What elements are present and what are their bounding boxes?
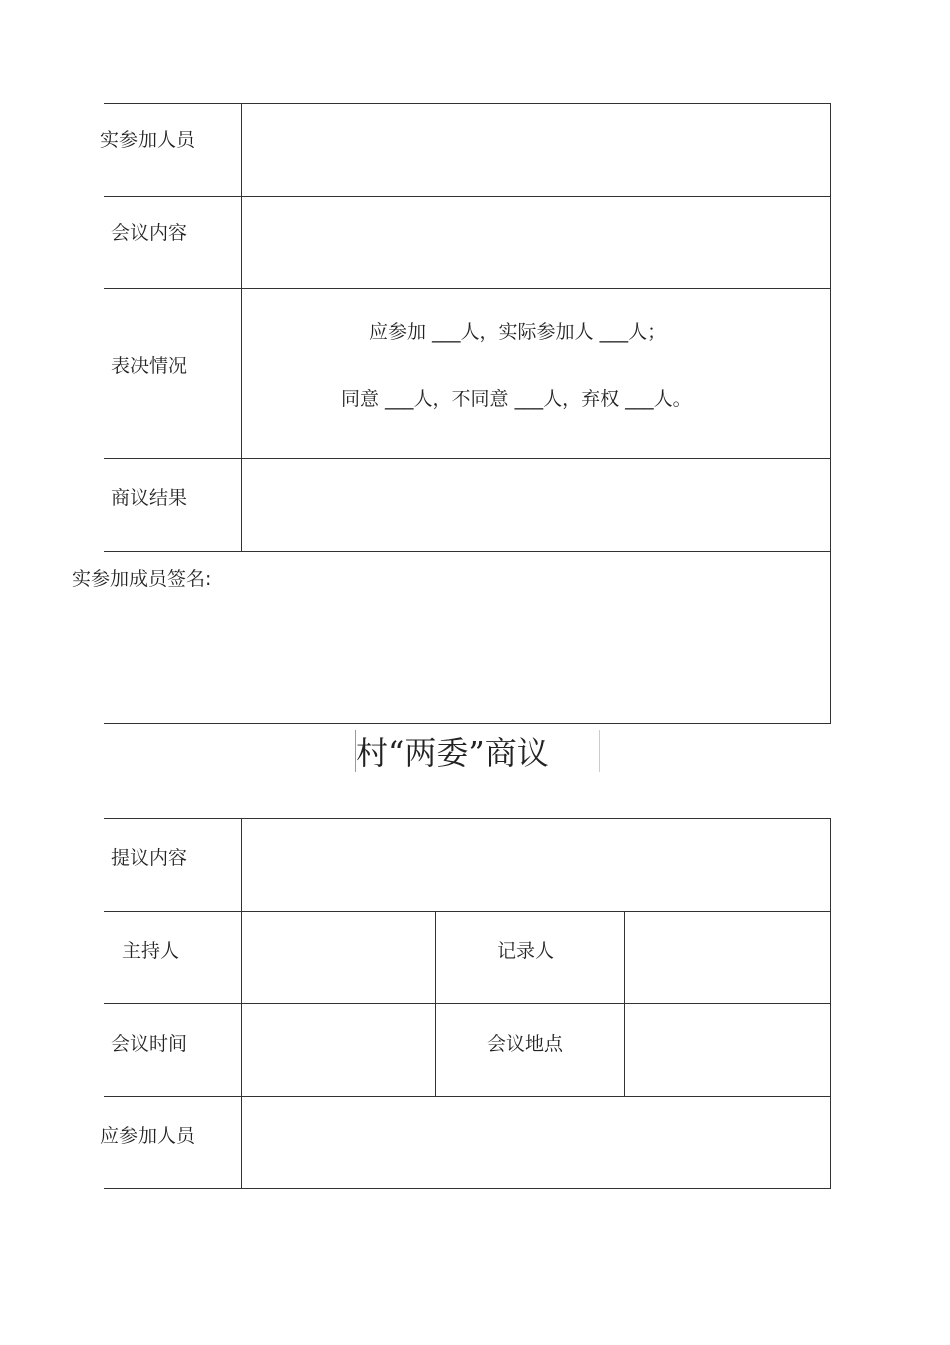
signature-label: 实参加成员签名: [72, 568, 212, 590]
bottom-right-border [830, 818, 831, 1189]
vote-attendance-line: 应参加 ___人，实际参加人 ___人； [369, 321, 667, 343]
bottom-line-5 [104, 1188, 831, 1189]
page-title: 村“两委”商议 [356, 734, 549, 772]
label-recorder: 记录人 [497, 940, 555, 962]
bottom-line-3 [104, 1003, 831, 1004]
label-vote-status: 表决情况 [111, 355, 188, 377]
top-label-divider [241, 103, 242, 552]
label-discussion-result: 商议结果 [111, 487, 188, 509]
bottom-label-divider [241, 818, 242, 1189]
title-box-right-edge [599, 730, 600, 772]
label-should-attend: 应参加人员 [100, 1125, 196, 1147]
label-meeting-time: 会议时间 [111, 1033, 188, 1055]
vote-result-line: 同意 ___人，不同意 ___人，弃权 ___人。 [341, 388, 692, 410]
label-proposal-content: 提议内容 [111, 847, 188, 869]
bottom-line-2 [104, 911, 831, 912]
label-host: 主持人 [122, 940, 180, 962]
label-actual-attendees: 实参加人员 [100, 129, 196, 151]
bottom-line-1 [104, 818, 831, 819]
top-line-5 [104, 551, 831, 552]
top-line-3 [104, 288, 831, 289]
bottom-middle-divider-1 [435, 911, 436, 1097]
label-meeting-content: 会议内容 [111, 222, 188, 244]
top-line-1 [104, 103, 831, 104]
bottom-middle-divider-2 [624, 911, 625, 1097]
top-line-6 [104, 723, 831, 724]
label-meeting-location: 会议地点 [487, 1033, 564, 1055]
top-line-2 [104, 196, 831, 197]
top-right-border [830, 103, 831, 724]
top-line-4 [104, 458, 831, 459]
bottom-line-4 [104, 1096, 831, 1097]
